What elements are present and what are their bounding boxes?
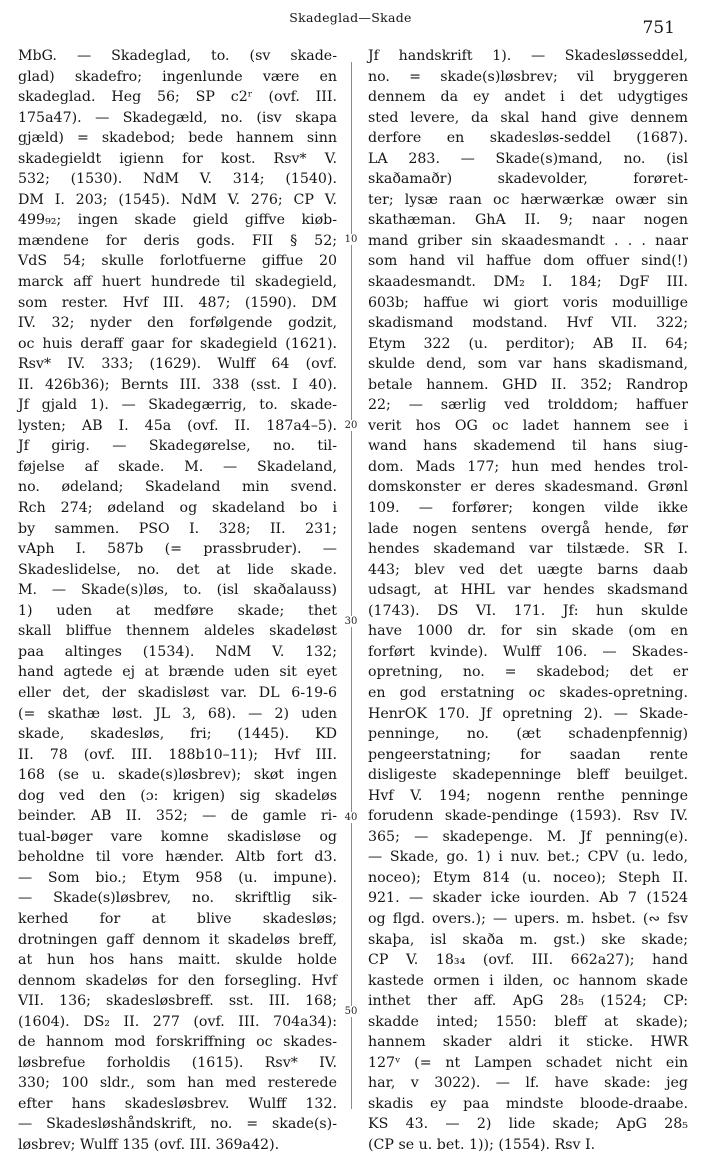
- text-line: CP V. 18₃₄ (ovf. III. 662a27); hand: [368, 952, 688, 969]
- text-line: disligeste skadepenninge bleff beuilget.: [368, 767, 688, 784]
- text-line: og flgd. overs.); — upers. m. hsbet. (∾ fsv: [368, 910, 688, 927]
- text-line: KS 43. — 2) lide skade; ApG 28₅: [368, 1116, 688, 1133]
- text-line: — Som bio.; Etym 958 (u. impune).: [18, 869, 337, 886]
- text-line: ter; lysæ raan oc hærwærkæ owær sin: [368, 191, 688, 208]
- text-line: domskonster er deres skadesmand. Grønl: [368, 479, 688, 496]
- text-line: betale hannem. GHD II. 352; Randrop: [368, 376, 688, 393]
- text-line: lysten; AB I. 45a (ovf. II. 187a4–5).: [18, 417, 337, 434]
- text-line: — Skadesløshåndskrift, no. = skade(s)-: [18, 1116, 337, 1133]
- text-line: 603b; haffue wi giort voris moduillige: [368, 294, 688, 311]
- text-line: mændene for deris gods. FII § 52;: [18, 232, 337, 249]
- text-line: har, v 3022). — lf. have skade: jeg: [368, 1075, 688, 1092]
- text-line: LA 283. — Skade(s)mand, no. (isl: [368, 150, 688, 167]
- text-line: wand hans skademend til hans siug-: [368, 438, 688, 455]
- page-number: 751: [642, 18, 675, 38]
- text-line: DM I. 203; (1545). NdM V. 276; CP V.: [18, 191, 337, 208]
- text-line: forudenn skade-pendinge (1593). Rsv IV.: [368, 808, 688, 825]
- text-line: oc huis deraff gaar for skadegield (1621).: [18, 335, 337, 352]
- text-line: som hand vil haffue dom offuer sind(!): [368, 253, 688, 270]
- text-line: (1743). DS VI. 171. Jf: hun skulde: [368, 602, 688, 619]
- text-line: skadegieldt igienn for kost. Rsv* V.: [18, 150, 337, 167]
- text-line: skall bliffue thennem aldeles skadeløst: [18, 623, 337, 640]
- text-line: løsbrefue forholdis (1615). Rsv* IV.: [18, 1054, 337, 1071]
- text-line: hand agtede ej at brænde uden sit eyet: [18, 664, 337, 681]
- text-line: VdS 54; skulle forlotfuerne giffue 20: [18, 253, 337, 270]
- text-line: Rch 274; ødeland og skadeland bo i: [18, 500, 337, 517]
- text-line: hendes skademand var tilstæde. SR I.: [368, 541, 688, 558]
- text-line: dog ved den (ɔ: krigen) sig skadeløs: [18, 787, 337, 804]
- text-line: udsagt, at HHL var hendes skadsmand: [368, 582, 688, 599]
- text-line: løsbrev; Wulff 135 (ovf. III. 369a42).: [18, 1136, 280, 1153]
- text-line: skadismand modstand. Hvf VII. 322;: [368, 315, 688, 332]
- column-divider: [351, 62, 352, 1109]
- text-line: — Skade, go. 1) i nuv. bet.; CPV (u. ledo,: [368, 849, 688, 866]
- text-line: IV. 32; nyder den forfølgende godzit,: [18, 315, 337, 332]
- text-line: mand griber sin skaadesmandt . . . naar: [368, 232, 688, 249]
- running-head: Skadeglad—Skade: [289, 10, 412, 25]
- text-line: en god erstatning oc skades-opretning.: [368, 684, 688, 701]
- text-line: skadis ey paa mindste bloode-draabe.: [368, 1095, 688, 1112]
- text-line: 168 (se u. skade(s)løsbrev); skøt ingen: [18, 767, 337, 784]
- line-number-marker: 20: [340, 420, 362, 431]
- left-column: [18, 46, 337, 1153]
- text-line: beholdne til vore hænder. Altb fort d3.: [18, 849, 337, 866]
- text-line: lade nogen sentens overgå hende, før: [368, 520, 688, 537]
- text-line: kerhed for at blive skadesløs;: [18, 910, 337, 927]
- text-line: de hannom mod forskriffning oc skades-: [18, 1034, 337, 1051]
- right-column: [368, 46, 688, 1153]
- text-line: 127ᵛ (= nt Lampen schadet nicht ein: [368, 1054, 688, 1071]
- text-line: (CP se u. bet. 1)); (1554). Rsv I.: [368, 1136, 596, 1153]
- text-line: eller det, der skadisløst var. DL 6-19-6: [18, 684, 337, 701]
- text-line: marck aff huert hundrede til skadegield,: [18, 274, 337, 291]
- text-line: 921. — skader icke iourden. Ab 7 (1524: [368, 890, 688, 907]
- text-line: inthet ther aff. ApG 28₅ (1524; CP:: [368, 993, 688, 1010]
- text-line: — Skade(s)løsbrev, no. skriftlig sik-: [18, 890, 337, 907]
- text-line: beinder. AB II. 352; — de gamle ri-: [18, 808, 337, 825]
- text-line: skade, skadesløs, fri; (1445). KD: [18, 726, 337, 743]
- text-line: have 1000 dr. for sin skade (om en: [368, 623, 688, 640]
- page-header: [0, 0, 701, 46]
- text-line: skaðamaðr) skadevolder, forøret-: [368, 171, 688, 188]
- text-line: Skadeslidelse, no. det at lide skade.: [18, 561, 337, 578]
- text-line: tual-bøger vare komne skadisløse og: [18, 828, 337, 845]
- text-line: no. ødeland; Skadeland min svend.: [18, 479, 337, 496]
- text-line: Hvf V. 194; nogenn renthe penninge: [368, 787, 688, 804]
- text-line: (= skathæ løst. JL 3, 68). — 2) uden: [18, 705, 337, 722]
- text-line: 22; — særlig ved trolddom; haffuer: [368, 397, 688, 414]
- text-line: 109. — forfører; kongen vilde ikke: [368, 500, 688, 517]
- text-line: efter hans skadesløsbrev. Wulff 132.: [18, 1095, 337, 1112]
- text-line: VII. 136; skadesløsbreff. sst. III. 168;: [18, 993, 337, 1010]
- text-line: Jf gjald 1). — Skadegærrig, to. skade-: [18, 397, 337, 414]
- text-line: sted levere, da skal hand give dennem: [368, 109, 688, 126]
- text-line: Jf girig. — Skadegørelse, no. til-: [18, 438, 337, 455]
- text-line: Jf handskrift 1). — Skadesløsseddel,: [368, 48, 688, 64]
- text-line: II. 78 (ovf. III. 188b10–11); Hvf III.: [18, 746, 337, 763]
- text-line: føjelse af skade. M. — Skadeland,: [18, 458, 337, 475]
- text-line: skadde inted; 1550: bleff at skade);: [368, 1013, 688, 1030]
- text-line: skaadesmandt. DM₂ I. 184; DgF III.: [368, 274, 688, 291]
- text-line: by sammen. PSO I. 328; II. 231;: [18, 520, 337, 537]
- text-line: skadeglad. Heg 56; SP c2ʳ (ovf. III.: [18, 89, 337, 106]
- text-line: no. = skade(s)løsbrev; vil bryggeren: [368, 68, 688, 85]
- text-line: dennem da ey andet i det udygtiges: [368, 89, 688, 106]
- text-line: dom. Mads 177; hun med hendes trol-: [368, 458, 688, 475]
- text-line: glad) skadefro; ingenlunde være en: [18, 68, 337, 85]
- text-line: som rester. Hvf III. 487; (1590). DM: [18, 294, 337, 311]
- line-number-marker: 40: [340, 812, 362, 823]
- text-line: kastede ormen i ilden, oc hannom skade: [368, 972, 688, 989]
- text-line: MbG. — Skadeglad, to. (sv skade-: [18, 48, 337, 64]
- text-line: Etym 322 (u. perditor); AB II. 64;: [368, 335, 688, 352]
- text-line: 1) uden at medføre skade; thet: [18, 602, 337, 619]
- text-line: 330; 100 sldr., som han med resterede: [18, 1075, 337, 1092]
- text-line: verit hos OG oc ladet hannem see i: [368, 417, 688, 434]
- text-line: Rsv* IV. 333; (1629). Wulff 64 (ovf.: [18, 356, 337, 373]
- text-line: drotningen gaff dennom it skadeløs breff,: [18, 931, 337, 948]
- text-line: opretning, no. = skadebod; det er: [368, 664, 688, 681]
- text-line: paa altinges (1534). NdM V. 132;: [18, 643, 337, 660]
- text-line: hannem skader aldri it sticke. HWR: [368, 1034, 688, 1051]
- text-line: 175a47). — Skadegæld, no. (isv skapa: [18, 109, 337, 126]
- text-line: II. 426b36); Bernts III. 338 (sst. I 40).: [18, 376, 337, 393]
- text-line: skathæman. GhA II. 9; naar nogen: [368, 212, 688, 229]
- text-line: derfore en skadesløs-seddel (1687).: [368, 130, 688, 147]
- text-line: penninge, no. (æt schadenpfennig): [368, 726, 688, 743]
- line-number-marker: 30: [340, 616, 362, 627]
- line-number-marker: 10: [340, 234, 362, 245]
- line-number-marker: 50: [340, 1006, 362, 1017]
- text-line: skulde dend, som var hans skadismand,: [368, 356, 688, 373]
- text-line: noceo); Etym 814 (u. noceo); Steph II.: [368, 869, 688, 886]
- text-line: vAph I. 587b (= prassbruder). —: [18, 541, 337, 558]
- text-line: gjæld) = skadebod; bede hannem sinn: [18, 130, 337, 147]
- text-line: pengeerstatning; for saadan rente: [368, 746, 688, 763]
- text-line: HenrOK 170. Jf opretning 2). — Skade-: [368, 705, 688, 722]
- text-line: (1604). DS₂ II. 277 (ovf. III. 704a34):: [18, 1013, 337, 1030]
- text-line: dennom skadeløs for den forsegling. Hvf: [18, 972, 337, 989]
- text-line: 499₉₂; ingen skade gield giffve kiøb-: [18, 212, 337, 229]
- text-line: forført kvinde). Wulff 106. — Skades-: [368, 643, 688, 660]
- text-line: skaþa, isl skaða m. gst.) ske skade;: [368, 931, 688, 948]
- text-line: at hun hos hans maitt. skulde holde: [18, 952, 337, 969]
- text-line: 443; blev ved det uægte barns daab: [368, 561, 688, 578]
- text-line: 532; (1530). NdM V. 314; (1540).: [18, 171, 337, 188]
- text-line: M. — Skade(s)løs, to. (isl skaðalauss): [18, 582, 337, 599]
- text-line: 365; — skadepenge. M. Jf penning(e).: [368, 828, 688, 845]
